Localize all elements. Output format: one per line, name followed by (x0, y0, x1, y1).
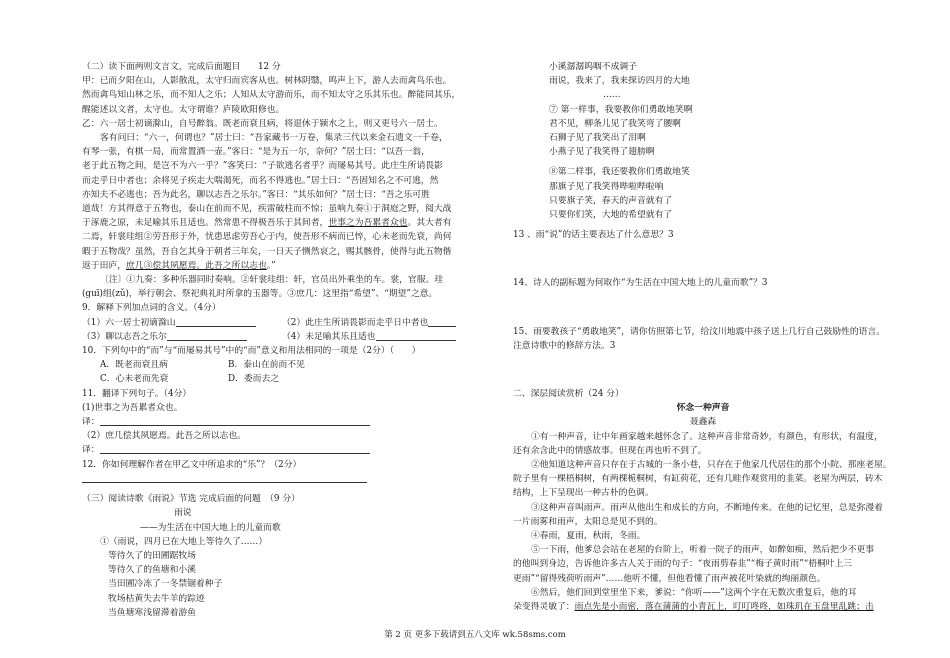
poem-line: 那旗子见了我笑得哔啦哔啦响 (549, 181, 664, 192)
answer-blank[interactable] (428, 316, 456, 327)
passage-yi-line: 乙：六一居士初谪滁山，自号醉翁。既老而衰且病，将退休于颍水之上，则又更号六一居士。 (82, 118, 443, 129)
poem-line: 只要旗子笑，春天的声音就有了 (549, 195, 673, 206)
annotation-line: 〔注〕①九奏：多种乐器同时奏响。②轩裳珪组：轩，官员出外乘坐的车。裳，官服。珪 (100, 275, 444, 286)
q9-item: （1）六一居士初谪滁山 (82, 317, 176, 328)
question-9: 9．解释下列加点词的含义。（4分） (82, 303, 221, 314)
poem-line: 等待久了的田圃踞牧场 (108, 550, 196, 561)
answer-line (82, 472, 474, 486)
page-footer: 第 2 页 更多下载请到五八文库 wk.58sms.com (384, 630, 566, 640)
question-10-options (82, 372, 474, 386)
poem-line: 当田圃冷冻了一冬禁锢着种子 (108, 579, 223, 590)
essay-line: 结构，上下呈现出一种古朴的色调。 (513, 488, 654, 499)
essay-line: 朵变得灵敏了：雨点先是小而密，落在蒲蒲的小青瓦上，叮叮咚咚，如珠玑在玉盘里乱跳；击 (513, 602, 874, 613)
essay-line: ③这种声音叫雨声。雨声从他出生和成长的方向，不断地传来。在他的记忆里，总是弥漫着 (531, 502, 883, 513)
answer-blank[interactable] (376, 330, 456, 341)
poem-line: 牧场枯黄失去牛羊的踪迹 (108, 593, 205, 604)
passage-yi-line: 亦知夫不必逃也；吾为此名，聊以志吾之乐尔。”客曰：“其乐如何？”居士曰：“吾之乐可胜 (82, 189, 430, 200)
question-9-row (82, 316, 474, 330)
essay-line: 的他叫到身边，告诉他许多古人关于雨的句子：“夜雨剪春韭”“梅子黄时雨”“梧桐叶上三 (513, 559, 853, 570)
underlined-sentence: 世事之为吾累者众也 (328, 218, 408, 229)
essay-line: 还有余含此中的情感故事。但现在再也听不到了。 (513, 445, 707, 456)
poem-line: 石狮子见了我笑出了泪啊 (549, 133, 646, 144)
poem-line: ①（雨说，四月已在大地上等待久了……） (100, 536, 268, 547)
question-10-options (82, 358, 474, 372)
passage-yi-line: 二焉，轩裳珪组②劳吾形于外，忧患思虑劳吾心于内，使吾形不病而已悴，心未老而先衰，尚何 (82, 232, 452, 243)
answer-blank[interactable] (176, 316, 256, 327)
answer-blank[interactable] (82, 472, 367, 483)
essay-title: 怀念一种声音 (676, 403, 730, 414)
poem-subtitle: ——为生活在中国大地上的儿童而歌 (140, 522, 281, 533)
poem-line: 当鱼塘寒浅留滞着游鱼 (108, 607, 196, 618)
section-heading: 二、深层阅读赏析（24 分） (513, 389, 624, 400)
passage-yi-line: 有琴一张，有棋一局，而常置酒一壶。”客曰：“是为五一尔，奈何？”居士曰：“以吾一翁， (82, 147, 430, 158)
section3-title: （三）阅读诗歌《雨说》节选 完成后面的问题 （9 分） (82, 494, 300, 505)
question-10: 10．下列句中的“而”与“而屡易其号”中的“而”意义和用法相同的一项是（2分）（ ） (82, 346, 421, 357)
question-11-2: （2）庶几偿其夙愿焉。此吾之所以志也。 (82, 431, 246, 442)
question-15: 15、雨要教孩子“勇敢地笑”，请你仿照第七节，给汶川地震中孩子送上几行自己鼓励性的语言。 (513, 326, 886, 337)
essay-line: ②他知道这种声音只存在于古城的一条小巷，只存在于他家几代居住的那个小院、那座老屋。 (531, 460, 892, 471)
answer-blank[interactable] (100, 415, 370, 426)
poem-line: ⑦ 第一样事，我要教你们勇敢地笑啊 (549, 104, 693, 115)
underlined-sentence: 雨点先是小而密，落在蒲蒲的小青瓦上，叮叮咚咚，如珠玑在玉盘里乱跳；击 (574, 602, 874, 613)
right-column (513, 60, 893, 614)
passage-yi-line: 返于田庐，庶几③偿其夙愿焉。此吾之所以志也。” (82, 260, 276, 271)
q9-item: （2）此庄生所诮畏影而走乎日中者也 (282, 317, 429, 328)
passage-yi-line: 老于此五物之间，是岂不为六一乎？”客笑曰：“子欲逃名者乎？而屡易其号。此庄生所诮畏影 (82, 161, 443, 172)
option-a[interactable]: A．既老而衰且病 (100, 360, 168, 371)
question-15: 注意诗歌中的修辞方法。3 (513, 340, 616, 351)
essay-line: 更雨”“留得残荷听雨声”……他听不懂，但他看懂了雨声被花叶染就的绚丽颜色。 (513, 573, 826, 584)
question-11: 11．翻译下列句子。（4分） (82, 388, 192, 399)
passage-yi-line: 暇于五物哉？虽然，吾自乞其身于朝者三年矣，一日天子恻然哀之，赐其骸骨，使得与此五物偕 (82, 246, 452, 257)
option-c[interactable]: C．心未老而先衰 (100, 374, 169, 385)
essay-line: ⑤一下雨，他爹总会站在老屋的台阶上，听着一院子的雨声，如醉如痴，然后把少不更事 (531, 545, 875, 556)
option-d[interactable]: D．委而去之 (228, 374, 280, 385)
left-column (82, 60, 474, 620)
poem-title: 雨说 (174, 508, 192, 519)
passage-jia-line: 然而禽鸟知山林之乐，而不知人之乐；人知从太守游而乐，而不知太守之乐其乐也。醉能同其乐， (82, 90, 461, 101)
poem-line: 君不见，柳条儿见了我笑弯了腰啊 (549, 118, 681, 129)
q9-item: （3）聊以志吾之乐尔 (82, 331, 167, 342)
question-9-row (82, 330, 474, 344)
answer-blank[interactable] (100, 443, 370, 454)
passage-jia-line: 甲：已而夕阳在山，人影散乱，太守归而宾客从也。树林阴翳，鸣声上下，游人去而禽鸟乐也。 (82, 76, 452, 87)
passage-yi-line: 而走乎日中者也；余将见子疾走大喘渴死，而名不得逃也。”居士曰：“吾固知名之不可逃，然 (82, 175, 439, 186)
translation-line: 译： (82, 443, 474, 457)
essay-line: ⑥然后，他们回到堂里坐下来，爹说：“你听——”这两个字在无数次重复后，他的耳 (531, 587, 857, 598)
question-11-1: (1)世事之为吾累者众也。 (82, 402, 183, 413)
poem-line: 等待久了的鱼塘和小溪 (108, 565, 196, 576)
question-14: 14、诗人的副标题为何取作“为生活在中国大地上的儿童而歌”？3 (513, 278, 768, 289)
question-13: 13 、雨“说”的话主要表达了什么意思？3 (513, 230, 674, 241)
annotation-line: (guī)组(zǔ)，举行朝会、祭祀典礼时所拿的玉器等。③庶几：这里指“希望”、“期望”之意。 (82, 289, 438, 300)
essay-line: ④春雨，夏雨，秋雨，冬雨。 (531, 531, 646, 542)
passage-yi-line: 道哉！方其得意于五物也，泰山在前而不见，疾雷破柱而不惊；虽响九奏①于洞庭之野，阅大战 (82, 204, 452, 215)
q9-item: （4）未足喻其乐且适也 (282, 331, 376, 342)
poem-ellipsis: …… (603, 90, 621, 101)
question-12: 12．你如何理解作者在甲乙文中所追求的“乐”？（2分） (82, 459, 302, 470)
poem-line: ⑧第二样事，我还要教你们勇敢地笑 (549, 167, 690, 178)
translation-line: 译： (82, 415, 474, 429)
answer-blank[interactable] (167, 330, 247, 341)
underlined-sentence: 庶几③偿其夙愿焉。此吾之所以志也 (126, 260, 267, 271)
essay-line: 院子里有一棵梧桐树，有两棵栀桐树，有缸荷花，还有几畦作观赏用的韭菜。老屋为两层，砖木 (513, 474, 883, 485)
essay-line: 一片雨雾和雨声，太阳总是见不到的。 (513, 516, 663, 527)
poem-line: 雨说，我来了，我来探访四月的大地 (549, 76, 690, 87)
section2-title: （二）读下面两则文言文，完成后面题目 12 分 (82, 62, 281, 72)
poem-line: 只要你们笑，大地的希望就有了 (549, 210, 673, 221)
essay-line: ①有一种声音，让中年画家越来越怀念了。这种声音非常奇妙，有颜色，有形状，有温度， (531, 431, 883, 442)
passage-jia-line: 醒能述以文者，太守也。太守谓谁？庐陵欧阳修也。 (82, 104, 285, 115)
poem-line: 小燕子见了我笑得了翅膀啊 (549, 147, 655, 158)
passage-yi-line: 于涿鹿之原，未足喻其乐且适也。然常患不得极吾乐于其间者，世事之为吾累者众也。其大者有 (82, 218, 452, 229)
poem-line: 小溪潺潺呜咽不成调子 (549, 62, 637, 72)
option-b[interactable]: B．泰山在前而不见 (228, 360, 305, 371)
passage-yi-line: 客有问曰：“六一，何谓也？”居士曰：“吾家藏书一万卷，集录三代以来金石遗文一千卷， (100, 133, 448, 144)
essay-author: 聂鑫森 (689, 417, 717, 428)
